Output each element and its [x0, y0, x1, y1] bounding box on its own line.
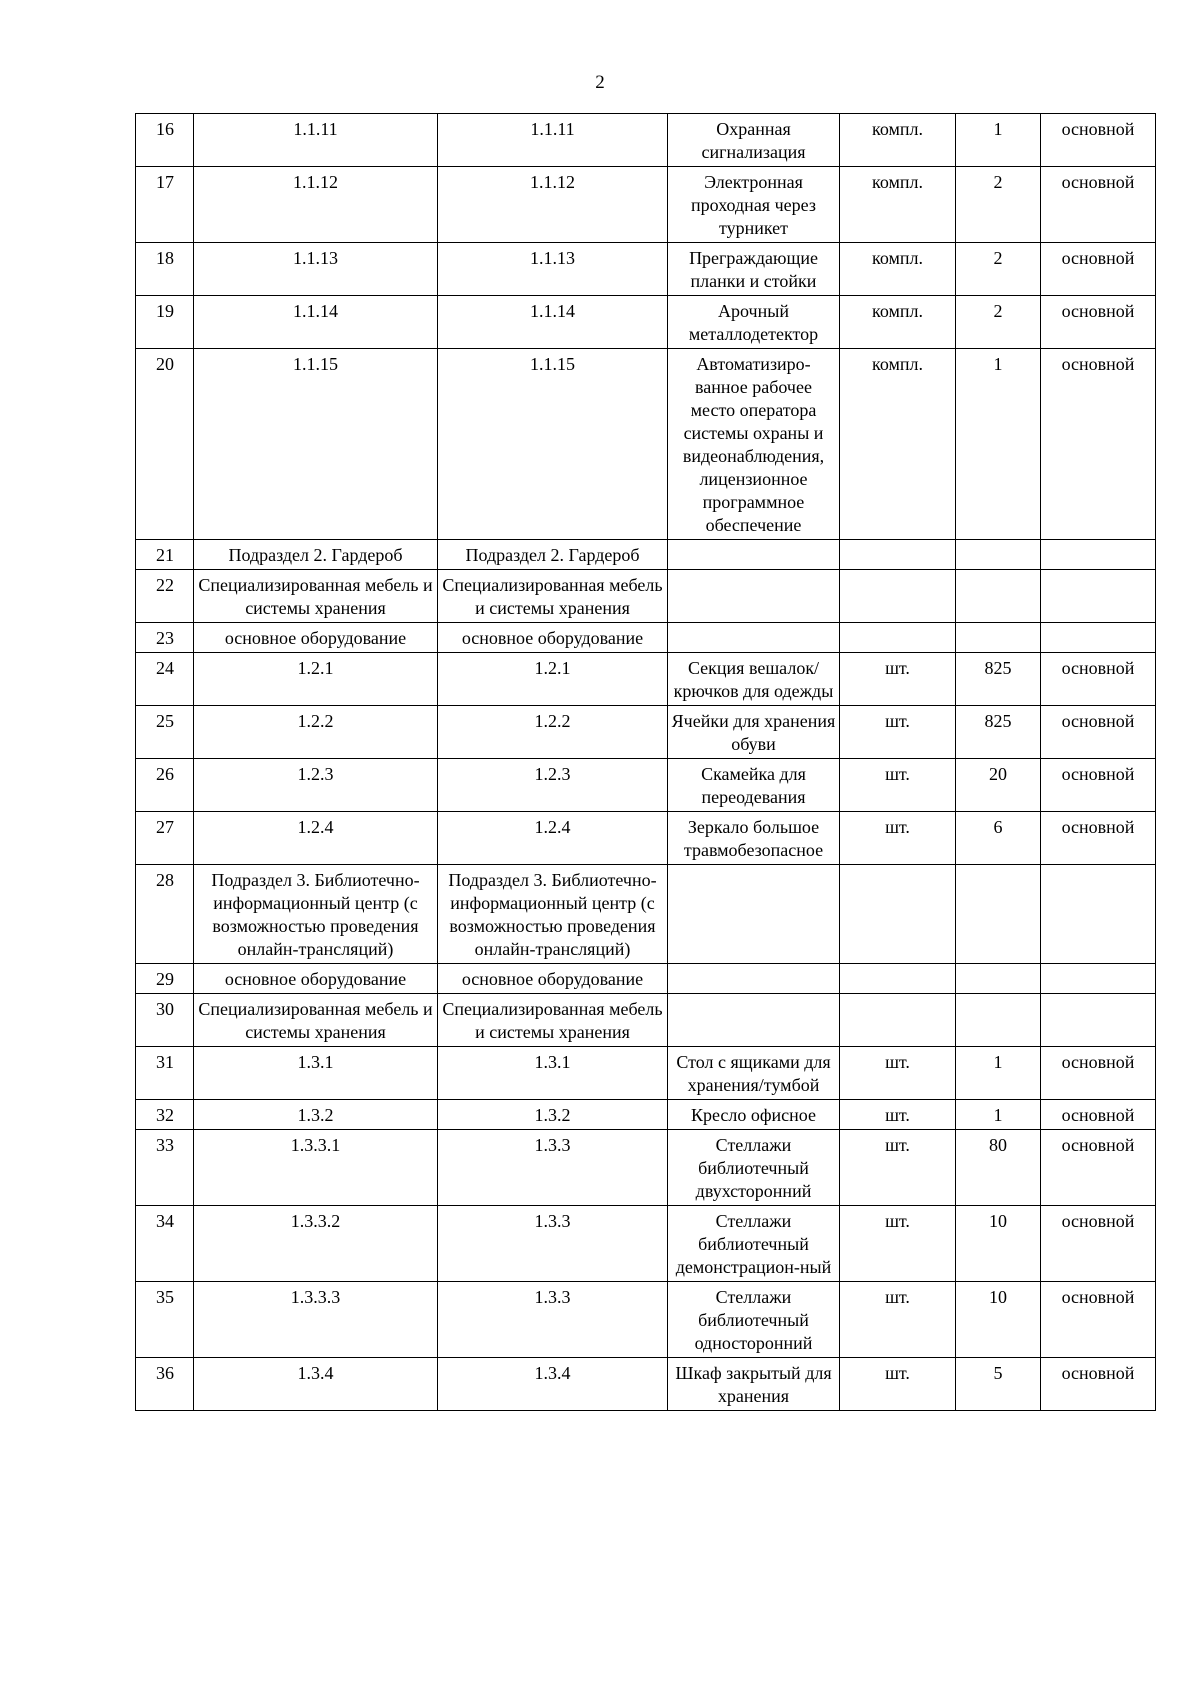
unit-cell: компл.	[840, 167, 956, 243]
item-name-cell	[668, 623, 840, 653]
quantity-cell	[956, 994, 1041, 1047]
table-row	[136, 865, 1156, 964]
row-number-cell: 23	[136, 623, 194, 653]
item-name-cell	[668, 994, 840, 1047]
type-cell: основной	[1041, 1047, 1156, 1100]
table-row	[136, 114, 1156, 167]
code-cell: 1.3.3.2	[194, 1206, 438, 1282]
table-row	[136, 706, 1156, 759]
unit-cell: шт.	[840, 706, 956, 759]
item-name-cell: Арочный металлодетектор	[668, 296, 840, 349]
quantity-cell	[956, 540, 1041, 570]
reference-code-cell: 1.3.2	[438, 1100, 668, 1130]
row-number-cell: 34	[136, 1206, 194, 1282]
row-number-cell: 26	[136, 759, 194, 812]
type-cell: основной	[1041, 1100, 1156, 1130]
unit-cell	[840, 964, 956, 994]
quantity-cell: 10	[956, 1282, 1041, 1358]
unit-cell: шт.	[840, 1358, 956, 1411]
equipment-table-body	[136, 114, 1156, 1411]
reference-code-cell: основное оборудование	[438, 964, 668, 994]
type-cell: основной	[1041, 1206, 1156, 1282]
quantity-cell: 1	[956, 114, 1041, 167]
type-cell	[1041, 540, 1156, 570]
code-cell: 1.2.1	[194, 653, 438, 706]
code-cell: Специализированная мебель и системы хранения	[194, 994, 438, 1047]
reference-code-cell: 1.1.12	[438, 167, 668, 243]
unit-cell: компл.	[840, 349, 956, 540]
item-name-cell: Стеллажи библиотечный демонстрацион-ный	[668, 1206, 840, 1282]
item-name-cell: Электронная проходная через турникет	[668, 167, 840, 243]
reference-code-cell: 1.2.4	[438, 812, 668, 865]
reference-code-cell: 1.1.15	[438, 349, 668, 540]
type-cell	[1041, 964, 1156, 994]
item-name-cell: Автоматизиро-ванное рабочее место оператора системы охраны и видеонаблюдения, лицензионное программное обеспечение	[668, 349, 840, 540]
table-row	[136, 994, 1156, 1047]
table-row	[136, 570, 1156, 623]
unit-cell: компл.	[840, 296, 956, 349]
type-cell: основной	[1041, 1282, 1156, 1358]
table-row	[136, 1358, 1156, 1411]
code-cell: 1.1.13	[194, 243, 438, 296]
quantity-cell: 2	[956, 167, 1041, 243]
table-row	[136, 623, 1156, 653]
type-cell: основной	[1041, 706, 1156, 759]
reference-code-cell: 1.1.13	[438, 243, 668, 296]
reference-code-cell: 1.2.2	[438, 706, 668, 759]
code-cell: Специализированная мебель и системы хранения	[194, 570, 438, 623]
table-row	[136, 540, 1156, 570]
table-row	[136, 1047, 1156, 1100]
code-cell: 1.3.3.3	[194, 1282, 438, 1358]
code-cell: 1.1.15	[194, 349, 438, 540]
row-number-cell: 31	[136, 1047, 194, 1100]
quantity-cell: 825	[956, 653, 1041, 706]
code-cell: 1.1.12	[194, 167, 438, 243]
type-cell: основной	[1041, 1358, 1156, 1411]
code-cell: основное оборудование	[194, 964, 438, 994]
code-cell: 1.2.2	[194, 706, 438, 759]
table-row	[136, 243, 1156, 296]
code-cell: 1.3.3.1	[194, 1130, 438, 1206]
unit-cell	[840, 865, 956, 964]
type-cell: основной	[1041, 812, 1156, 865]
reference-code-cell: 1.1.11	[438, 114, 668, 167]
type-cell	[1041, 623, 1156, 653]
reference-code-cell: Подраздел 2. Гардероб	[438, 540, 668, 570]
table-row	[136, 349, 1156, 540]
reference-code-cell: 1.1.14	[438, 296, 668, 349]
type-cell: основной	[1041, 296, 1156, 349]
item-name-cell: Преграждающие планки и стойки	[668, 243, 840, 296]
unit-cell: шт.	[840, 759, 956, 812]
row-number-cell: 33	[136, 1130, 194, 1206]
type-cell	[1041, 570, 1156, 623]
table-row	[136, 812, 1156, 865]
row-number-cell: 22	[136, 570, 194, 623]
type-cell: основной	[1041, 653, 1156, 706]
reference-code-cell: 1.2.3	[438, 759, 668, 812]
unit-cell: шт.	[840, 653, 956, 706]
type-cell: основной	[1041, 243, 1156, 296]
quantity-cell	[956, 623, 1041, 653]
table-row	[136, 1100, 1156, 1130]
type-cell: основной	[1041, 167, 1156, 243]
code-cell: 1.1.11	[194, 114, 438, 167]
unit-cell: шт.	[840, 1100, 956, 1130]
row-number-cell: 19	[136, 296, 194, 349]
unit-cell: шт.	[840, 1282, 956, 1358]
code-cell: 1.2.4	[194, 812, 438, 865]
type-cell	[1041, 865, 1156, 964]
unit-cell	[840, 623, 956, 653]
row-number-cell: 17	[136, 167, 194, 243]
code-cell: 1.3.2	[194, 1100, 438, 1130]
quantity-cell: 1	[956, 349, 1041, 540]
type-cell: основной	[1041, 759, 1156, 812]
item-name-cell: Стеллажи библиотечный односторонний	[668, 1282, 840, 1358]
item-name-cell: Шкаф закрытый для хранения	[668, 1358, 840, 1411]
quantity-cell: 10	[956, 1206, 1041, 1282]
row-number-cell: 16	[136, 114, 194, 167]
unit-cell: шт.	[840, 1130, 956, 1206]
reference-code-cell: Специализированная мебель и системы хранения	[438, 994, 668, 1047]
reference-code-cell: Подраздел 3. Библиотечно-информационный центр (с возможностью проведения онлайн-трансляций)	[438, 865, 668, 964]
unit-cell	[840, 994, 956, 1047]
quantity-cell: 80	[956, 1130, 1041, 1206]
row-number-cell: 32	[136, 1100, 194, 1130]
quantity-cell: 5	[956, 1358, 1041, 1411]
row-number-cell: 35	[136, 1282, 194, 1358]
code-cell: Подраздел 2. Гардероб	[194, 540, 438, 570]
page-number: 2	[595, 72, 605, 93]
reference-code-cell: 1.2.1	[438, 653, 668, 706]
type-cell: основной	[1041, 349, 1156, 540]
reference-code-cell: 1.3.3	[438, 1282, 668, 1358]
reference-code-cell: Специализированная мебель и системы хранения	[438, 570, 668, 623]
row-number-cell: 25	[136, 706, 194, 759]
type-cell: основной	[1041, 114, 1156, 167]
code-cell: основное оборудование	[194, 623, 438, 653]
row-number-cell: 30	[136, 994, 194, 1047]
item-name-cell	[668, 570, 840, 623]
table-row	[136, 167, 1156, 243]
item-name-cell: Стеллажи библиотечный двухсторонний	[668, 1130, 840, 1206]
item-name-cell: Кресло офисное	[668, 1100, 840, 1130]
unit-cell	[840, 570, 956, 623]
reference-code-cell: 1.3.3	[438, 1206, 668, 1282]
type-cell: основной	[1041, 1130, 1156, 1206]
item-name-cell	[668, 540, 840, 570]
row-number-cell: 21	[136, 540, 194, 570]
table-row	[136, 1282, 1156, 1358]
unit-cell: шт.	[840, 1047, 956, 1100]
quantity-cell: 2	[956, 243, 1041, 296]
unit-cell: шт.	[840, 1206, 956, 1282]
table-row	[136, 1130, 1156, 1206]
unit-cell: компл.	[840, 243, 956, 296]
row-number-cell: 24	[136, 653, 194, 706]
item-name-cell: Стол с ящиками для хранения/тумбой	[668, 1047, 840, 1100]
reference-code-cell: 1.3.4	[438, 1358, 668, 1411]
quantity-cell	[956, 964, 1041, 994]
quantity-cell	[956, 570, 1041, 623]
item-name-cell: Скамейка для переодевания	[668, 759, 840, 812]
table-row	[136, 964, 1156, 994]
unit-cell: компл.	[840, 114, 956, 167]
reference-code-cell: основное оборудование	[438, 623, 668, 653]
code-cell: 1.3.4	[194, 1358, 438, 1411]
equipment-table	[135, 113, 1156, 1411]
code-cell: 1.3.1	[194, 1047, 438, 1100]
reference-code-cell: 1.3.3	[438, 1130, 668, 1206]
code-cell: 1.1.14	[194, 296, 438, 349]
code-cell: Подраздел 3. Библиотечно-информационный центр (с возможностью проведения онлайн-трансляций)	[194, 865, 438, 964]
row-number-cell: 20	[136, 349, 194, 540]
table-row	[136, 1206, 1156, 1282]
reference-code-cell: 1.3.1	[438, 1047, 668, 1100]
item-name-cell: Зеркало большое травмобезопасное	[668, 812, 840, 865]
row-number-cell: 27	[136, 812, 194, 865]
row-number-cell: 18	[136, 243, 194, 296]
quantity-cell: 2	[956, 296, 1041, 349]
item-name-cell: Секция вешалок/крючков для одежды	[668, 653, 840, 706]
unit-cell: шт.	[840, 812, 956, 865]
item-name-cell	[668, 865, 840, 964]
item-name-cell: Ячейки для хранения обуви	[668, 706, 840, 759]
quantity-cell	[956, 865, 1041, 964]
item-name-cell: Охранная сигнализация	[668, 114, 840, 167]
unit-cell	[840, 540, 956, 570]
item-name-cell	[668, 964, 840, 994]
code-cell: 1.2.3	[194, 759, 438, 812]
quantity-cell: 20	[956, 759, 1041, 812]
row-number-cell: 28	[136, 865, 194, 964]
type-cell	[1041, 994, 1156, 1047]
quantity-cell: 825	[956, 706, 1041, 759]
quantity-cell: 6	[956, 812, 1041, 865]
row-number-cell: 36	[136, 1358, 194, 1411]
quantity-cell: 1	[956, 1100, 1041, 1130]
quantity-cell: 1	[956, 1047, 1041, 1100]
table-row	[136, 653, 1156, 706]
table-row	[136, 296, 1156, 349]
table-row	[136, 759, 1156, 812]
row-number-cell: 29	[136, 964, 194, 994]
